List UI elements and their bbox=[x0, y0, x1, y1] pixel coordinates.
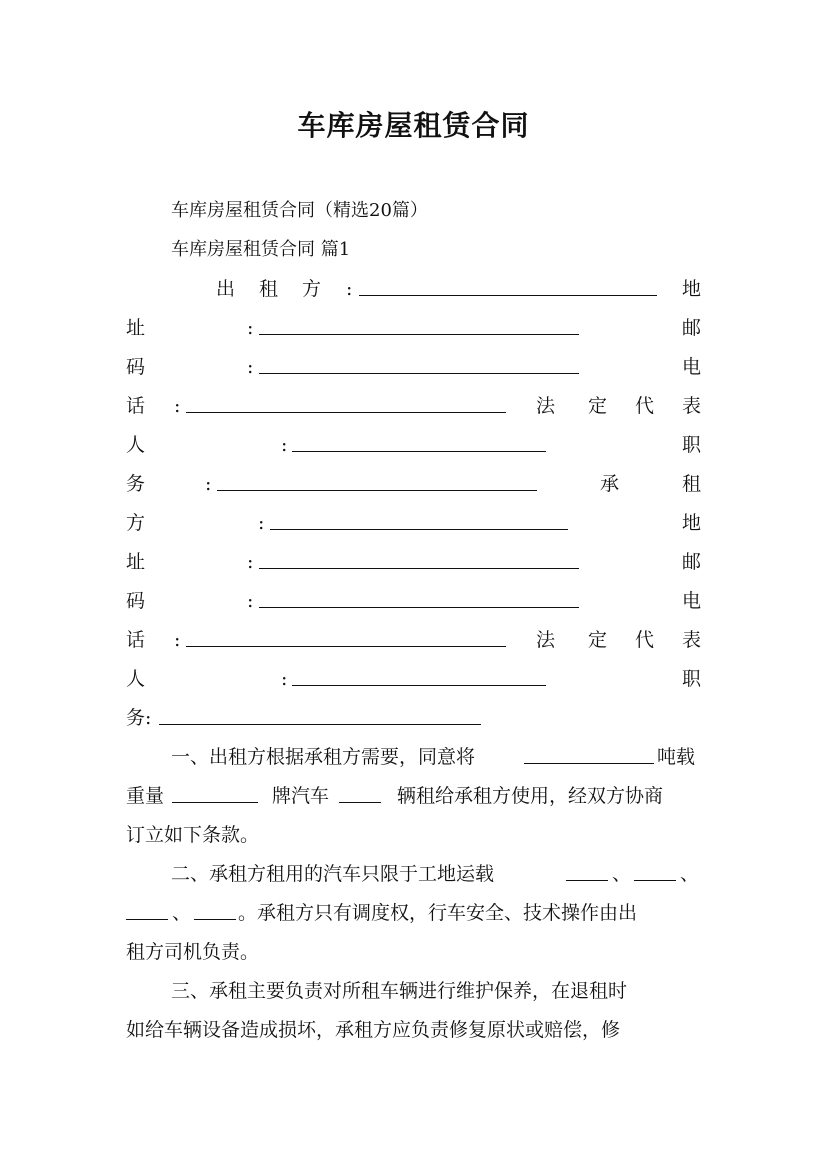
lessee-position-field[interactable] bbox=[159, 724, 481, 725]
lessor-legal-rep-field[interactable] bbox=[292, 451, 546, 452]
lessee-name-field[interactable] bbox=[270, 529, 568, 530]
form-row-phone: 话 : 法 定 代 表 bbox=[126, 395, 702, 417]
form-row-lessee: 方 : 地 bbox=[126, 512, 702, 534]
form-row-lessee-phone: 话 : 法 定 代 表 bbox=[126, 629, 702, 651]
form-row-lessor: 出 租 方 : 地 bbox=[216, 278, 702, 300]
cargo-field-2[interactable] bbox=[634, 880, 676, 881]
form-row-postcode: 码 : 电 bbox=[126, 356, 702, 378]
clause-3-line-2: 如给车辆设备造成损坏，承租方应负责修复原状或赔偿，修 bbox=[126, 1019, 621, 1041]
clause-2-line-3: 租方司机负责。 bbox=[126, 941, 260, 963]
form-row-lessee-address: 址 : 邮 bbox=[126, 551, 702, 573]
cargo-field-1[interactable] bbox=[566, 880, 608, 881]
form-row-lessee-legal-rep: 人 : 职 bbox=[126, 668, 702, 690]
clause-1-line-1: 一、出租方根据承租方需要，同意将 吨载 bbox=[171, 746, 696, 768]
lessor-name-field[interactable] bbox=[359, 295, 657, 296]
lessor-address-field[interactable] bbox=[259, 334, 579, 335]
lessee-postcode-field[interactable] bbox=[259, 607, 579, 608]
clause-3-line-1: 三、承租主要负责对所租车辆进行维护保养，在退租时 bbox=[171, 980, 628, 1002]
clause-2-line-2: 、 。承租方只有调度权，行车安全、技术操作由出 bbox=[126, 898, 702, 928]
vehicle-count-field[interactable] bbox=[339, 802, 381, 803]
clause-2-line-1: 二、承租方租用的汽车只限于工地运载 、 、 bbox=[171, 863, 700, 885]
form-row-address: 址 : 邮 bbox=[126, 317, 702, 339]
lessor-position-field[interactable] bbox=[217, 490, 537, 491]
lessee-legal-rep-field[interactable] bbox=[292, 685, 546, 686]
lessee-address-field[interactable] bbox=[259, 568, 579, 569]
clause-1-line-3: 订立如下条款。 bbox=[126, 824, 260, 846]
cargo-field-3[interactable] bbox=[126, 919, 168, 920]
tonnage-field[interactable] bbox=[524, 763, 654, 764]
form-row-legal-rep: 人 : 职 bbox=[126, 434, 702, 456]
lessee-phone-field[interactable] bbox=[186, 646, 506, 647]
clause-1-line-2: 重量 牌汽车 辆租给承租方使用，经双方协商 bbox=[126, 785, 664, 807]
form-row-lessee-postcode: 码 : 电 bbox=[126, 590, 702, 612]
document-title: 车库房屋租赁合同 bbox=[297, 109, 530, 142]
form-row-position: 务 : 承 租 bbox=[126, 473, 702, 495]
cargo-field-4[interactable] bbox=[194, 919, 236, 920]
lessor-postcode-field[interactable] bbox=[259, 373, 579, 374]
section-heading: 车库房屋租赁合同 篇1 bbox=[171, 239, 351, 260]
lessor-phone-field[interactable] bbox=[186, 412, 506, 413]
subtitle-line: 车库房屋租赁合同（精选20篇） bbox=[171, 200, 428, 221]
weight-field[interactable] bbox=[172, 802, 258, 803]
form-row-lessee-position: 务: bbox=[126, 703, 702, 733]
